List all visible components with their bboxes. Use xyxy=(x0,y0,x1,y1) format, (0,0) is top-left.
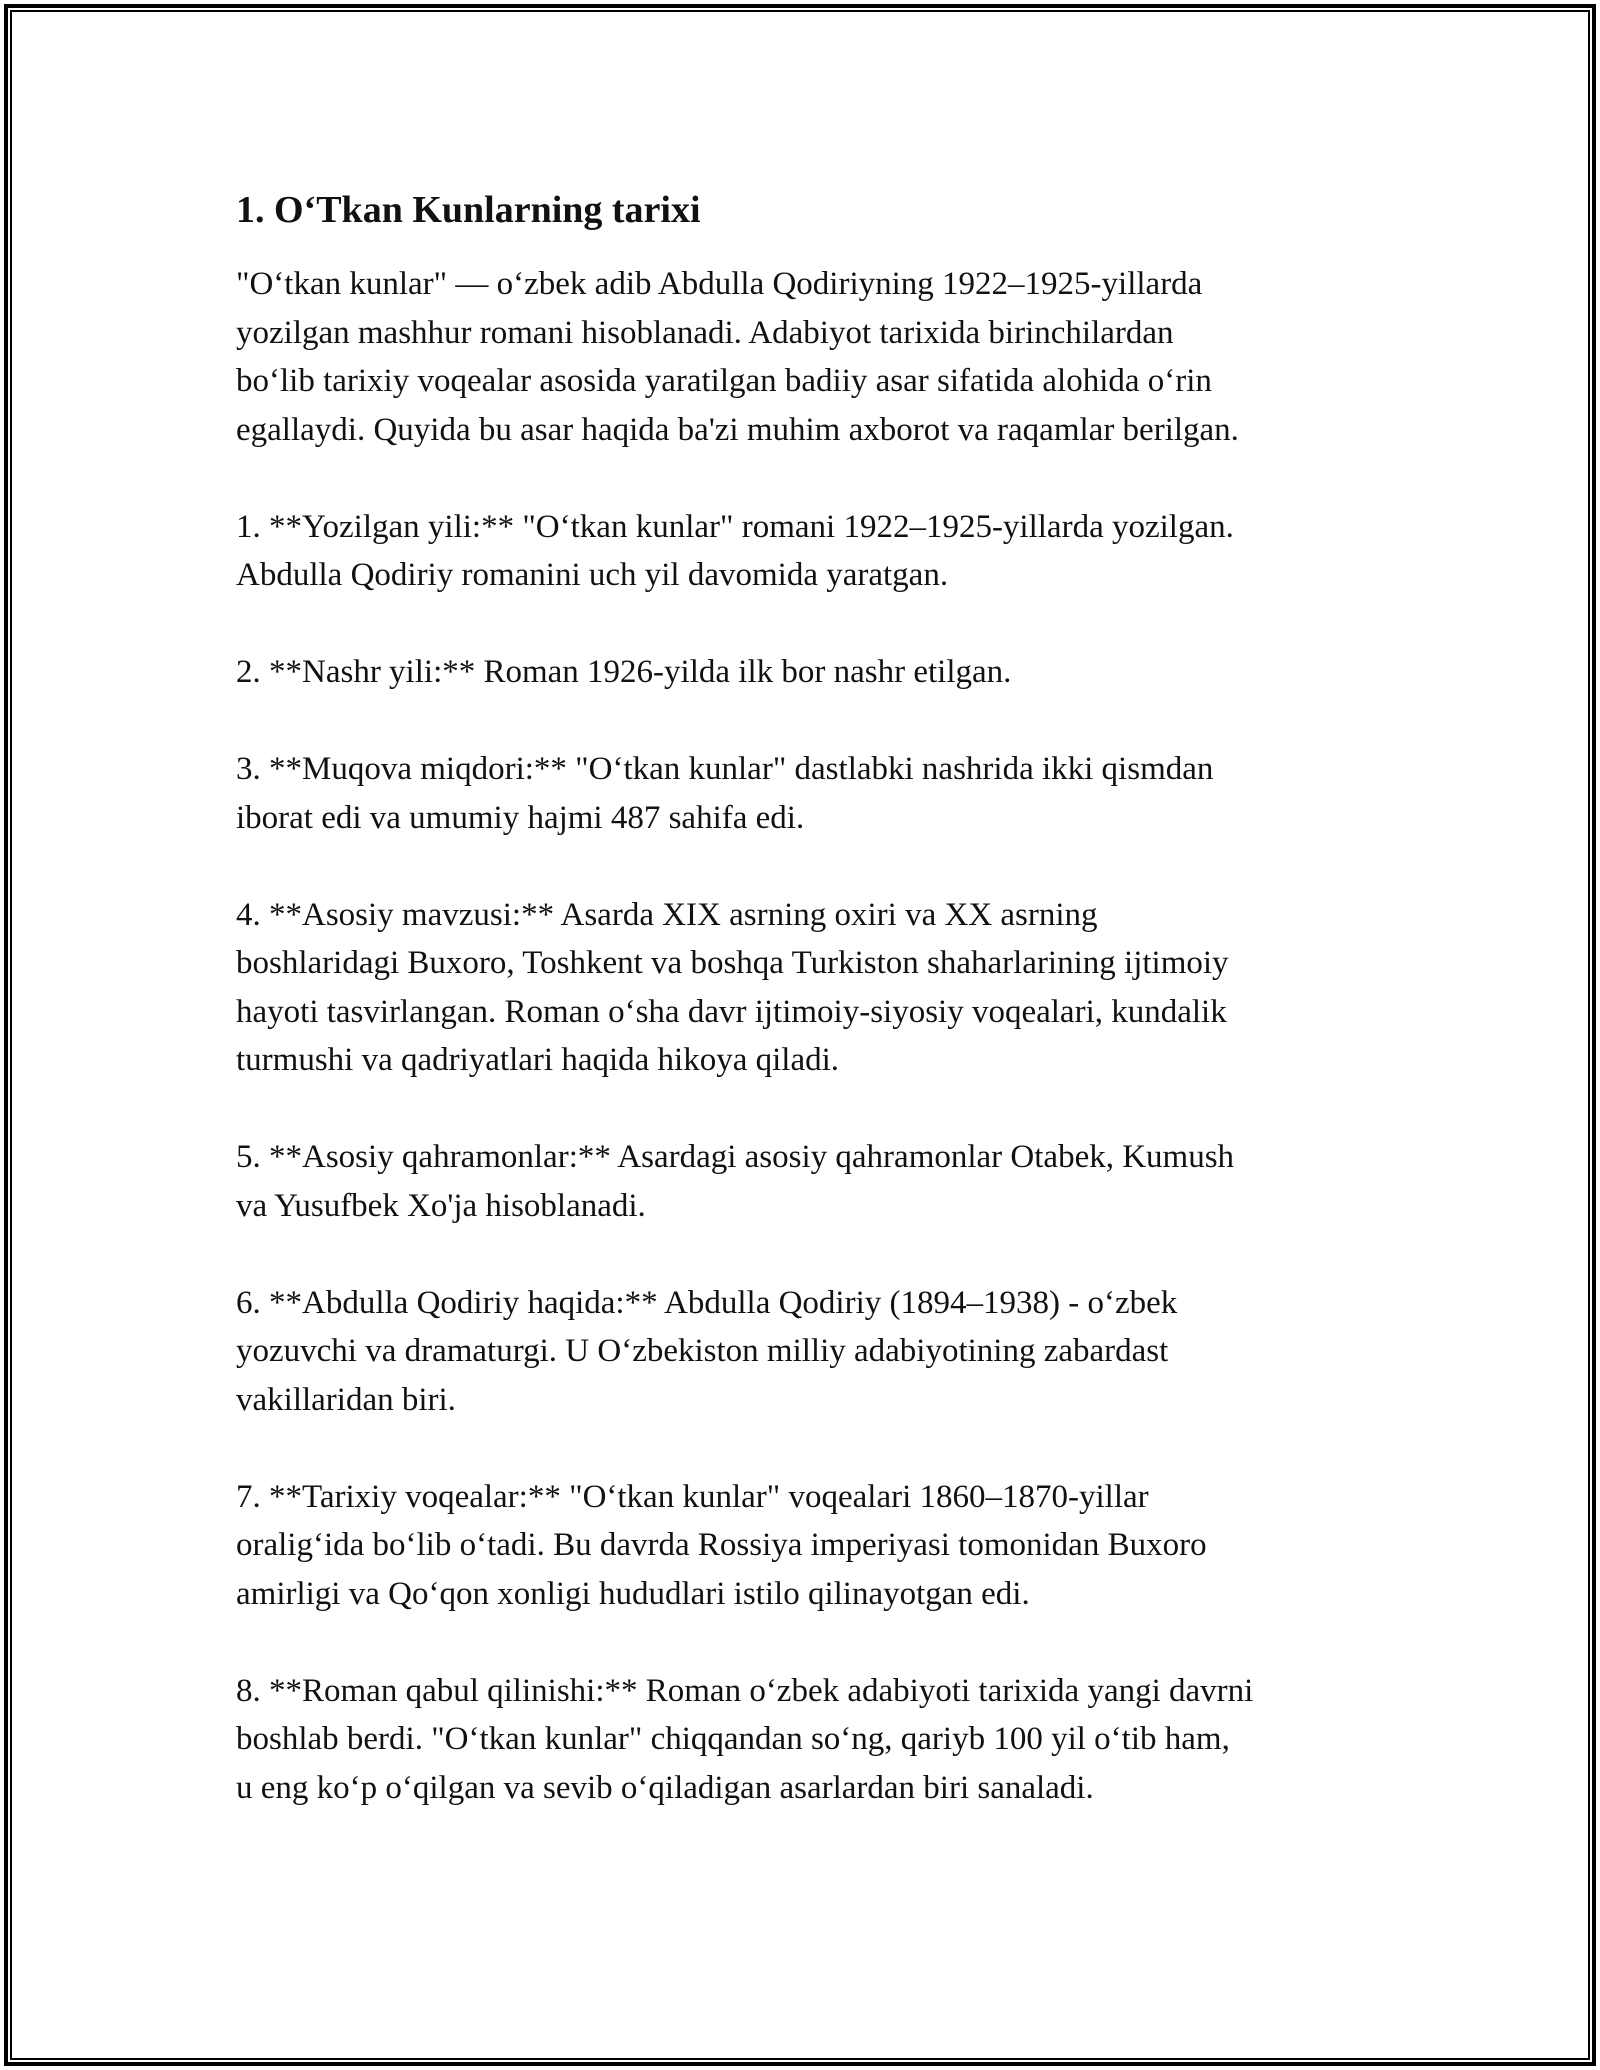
text-line: yozilgan mashhur romani hisoblanadi. Adabiyot tarixida birinchilardan xyxy=(236,314,1174,351)
text-line: egallaydi. Quyida bu asar haqida ba'zi muhim axborot va raqamlar berilgan. xyxy=(236,411,1239,448)
text-line: hayoti tasvirlangan. Roman o‘sha davr ijtimoiy-siyosiy voqealari, kundalik xyxy=(236,993,1227,1030)
item-main-characters xyxy=(236,1133,1376,1230)
text-line: 8. **Roman qabul qilinishi:** Roman o‘zbek adabiyoti tarixida yangi davrni xyxy=(236,1672,1254,1709)
text-line: 1. **Yozilgan yili:** "O‘tkan kunlar" romani 1922–1925-yillarda yozilgan. xyxy=(236,508,1234,545)
document-body xyxy=(236,186,1376,1861)
item-historical-events xyxy=(236,1473,1376,1619)
item-volume xyxy=(236,745,1376,842)
text-line: iborat edi va umumiy hajmi 487 sahifa edi. xyxy=(236,799,805,836)
item-written-year xyxy=(236,503,1376,600)
text-line: 2. **Nashr yili:** Roman 1926-yilda ilk bor nashr etilgan. xyxy=(236,654,1012,690)
text-line: 5. **Asosiy qahramonlar:** Asardagi asosiy qahramonlar Otabek, Kumush xyxy=(236,1139,1235,1175)
text-line: oralig‘ida bo‘lib o‘tadi. Bu davrda Rossiya imperiyasi tomonidan Buxoro xyxy=(236,1527,1207,1563)
text-line: amirligi va Qo‘qon xonligi hududlari istilo qilinayotgan edi. xyxy=(236,1575,1030,1612)
text-line: 6. **Abdulla Qodiriy haqida:** Abdulla Qodiriy (1894–1938) - o‘zbek xyxy=(236,1284,1178,1321)
text-line: vakillaridan biri. xyxy=(236,1381,456,1418)
item-publication-year xyxy=(236,648,1376,697)
intro-paragraph xyxy=(236,260,1376,454)
item-main-theme xyxy=(236,891,1376,1085)
text-line: va Yusufbek Xo'ja hisoblanadi. xyxy=(236,1187,646,1224)
text-line: yozuvchi va dramaturgi. U O‘zbekiston milliy adabiyotining zabardast xyxy=(236,1333,1169,1369)
text-line: "O‘tkan kunlar" — o‘zbek adib Abdulla Qodiriyning 1922–1925-yillarda xyxy=(236,266,1203,302)
text-line: bo‘lib tarixiy voqealar asosida yaratilgan badiiy asar sifatida alohida o‘rin xyxy=(236,363,1212,399)
text-line: 4. **Asosiy mavzusi:** Asarda XIX asrning oxiri va XX asrning xyxy=(236,896,1098,933)
item-reception xyxy=(236,1667,1376,1813)
text-line: boshlaridagi Buxoro, Toshkent va boshqa Turkiston shaharlarining ijtimoiy xyxy=(236,945,1229,981)
text-line: 7. **Tarixiy voqealar:** "O‘tkan kunlar" voqealari 1860–1870-yillar xyxy=(236,1478,1149,1515)
text-line: boshlab berdi. "O‘tkan kunlar" chiqqandan so‘ng, qariyb 100 yil o‘tib ham, xyxy=(236,1721,1230,1757)
item-about-author xyxy=(236,1279,1376,1425)
text-line: Abdulla Qodiriy romanini uch yil davomida yaratgan. xyxy=(236,557,949,593)
text-line: u eng ko‘p o‘qilgan va sevib o‘qiladigan asarlardan biri sanaladi. xyxy=(236,1769,1094,1806)
text-line: turmushi va qadriyatlari haqida hikoya qiladi. xyxy=(236,1042,840,1078)
text-line: 3. **Muqova miqdori:** "O‘tkan kunlar" dastlabki nashrida ikki qismdan xyxy=(236,751,1214,787)
document-heading: 1. O‘Tkan Kunlarning tarixi xyxy=(236,189,701,231)
